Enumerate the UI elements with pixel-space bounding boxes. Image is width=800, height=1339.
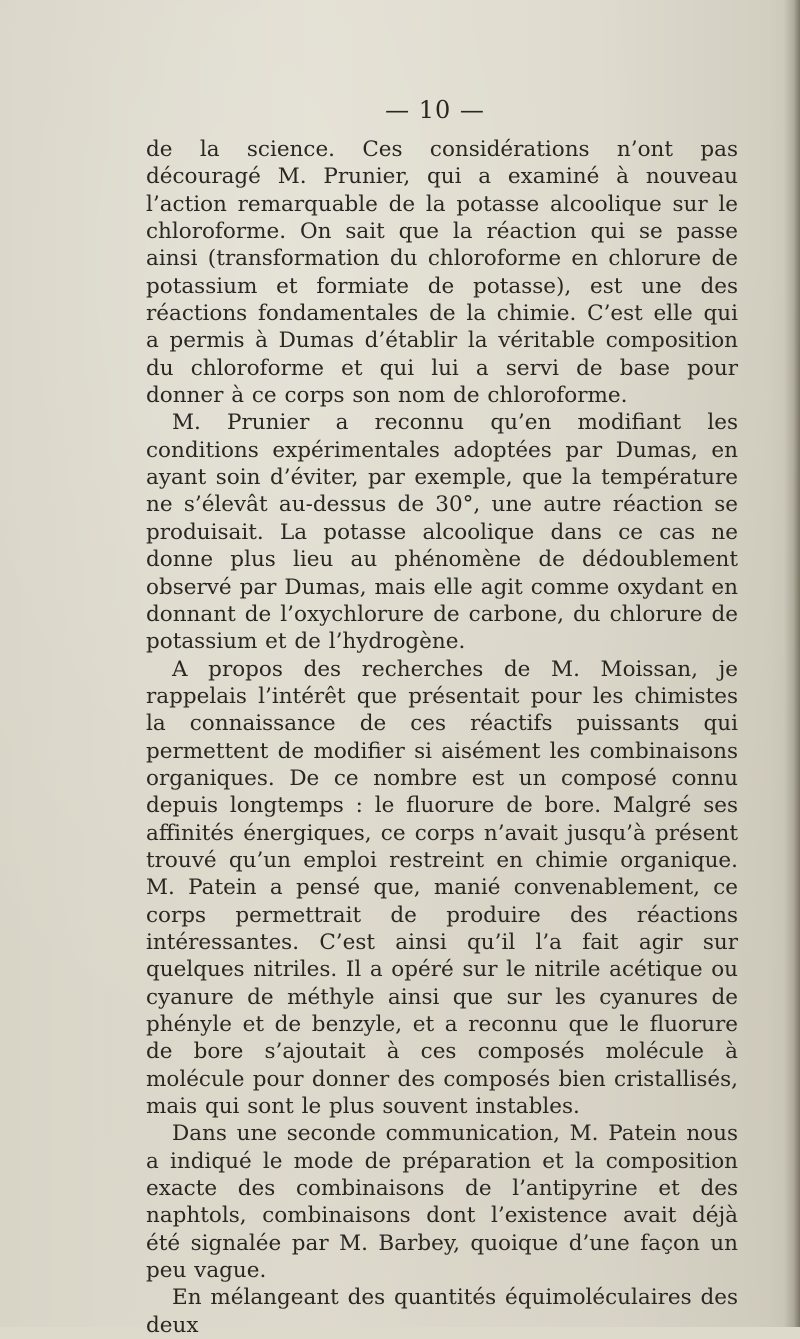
body-text — [146, 136, 738, 1339]
page-number: — 10 — — [385, 96, 485, 124]
paragraph-1: de la science. Ces considérations n’ont pas découragé M. Prunier, qui a examiné à nouveau l’action remarquable de la potasse alcoolique sur le chloroforme. On sait que la réaction qui se passe ainsi (transformation du chloroforme en chlorure de potassium et formiate de potasse), est une des réactions fondamentales de la chimie. C’est elle qui a permis à Dumas d’établir la véritable composition du chloroforme et qui lui a servi de base pour donner à ce corps son nom de chloroforme. — [146, 137, 738, 409]
paragraph-2: M. Prunier a reconnu qu’en modifiant les conditions expérimentales adoptées par Dumas, en ayant soin d’éviter, par exemple, que la température ne s’élevât au-dessus de 30°, une autre réaction se produisait. La potasse alcoolique dans ce cas ne donne plus lieu au phénomène de dédoublement observé par Dumas, mais elle agit comme oxydant en donnant de l’oxychlorure de carbone, du chlorure de potassium et de l’hydrogène. — [146, 410, 738, 655]
paragraph-3: A propos des recherches de M. Moissan, je rappelais l’intérêt que présentait pour les chimistes la connaissance de ces réactifs puissants qui permettent de modifier si aisément les combinaisons organiques. De ce nombre est un composé connu depuis longtemps : le fluorure de bore. Malgré ses affinités énergiques, ce corps n’avait jusqu’à présent trouvé qu’un emploi restreint en chimie organique. M. Patein a pensé que, manié convenablement, ce corps permettrait de produire des réactions intéressantes. C’est ainsi qu’il l’a fait agir sur quelques nitriles. Il a opéré sur le nitrile acétique ou cyanure de méthyle ainsi que sur les cyanures de phényle et de benzyle, et a reconnu que le fluorure de bore s’ajoutait à ces composés molécule à molécule pour donner des composés bien cristallisés, mais qui sont le plus souvent instables. — [146, 656, 738, 1120]
paragraph-4: Dans une seconde communication, M. Patein nous a indiqué le mode de préparation et la composition exacte des combinaisons de l’antipyrine et des naphtols, combinaisons dont l’existence avait déjà été signalée par M. Barbey, quoique d’une façon un peu vague. — [146, 1121, 738, 1284]
paragraph-5: En mélangeant des quantités équimoléculaires des deux — [146, 1285, 738, 1338]
page-edge-shadow — [784, 0, 800, 1327]
